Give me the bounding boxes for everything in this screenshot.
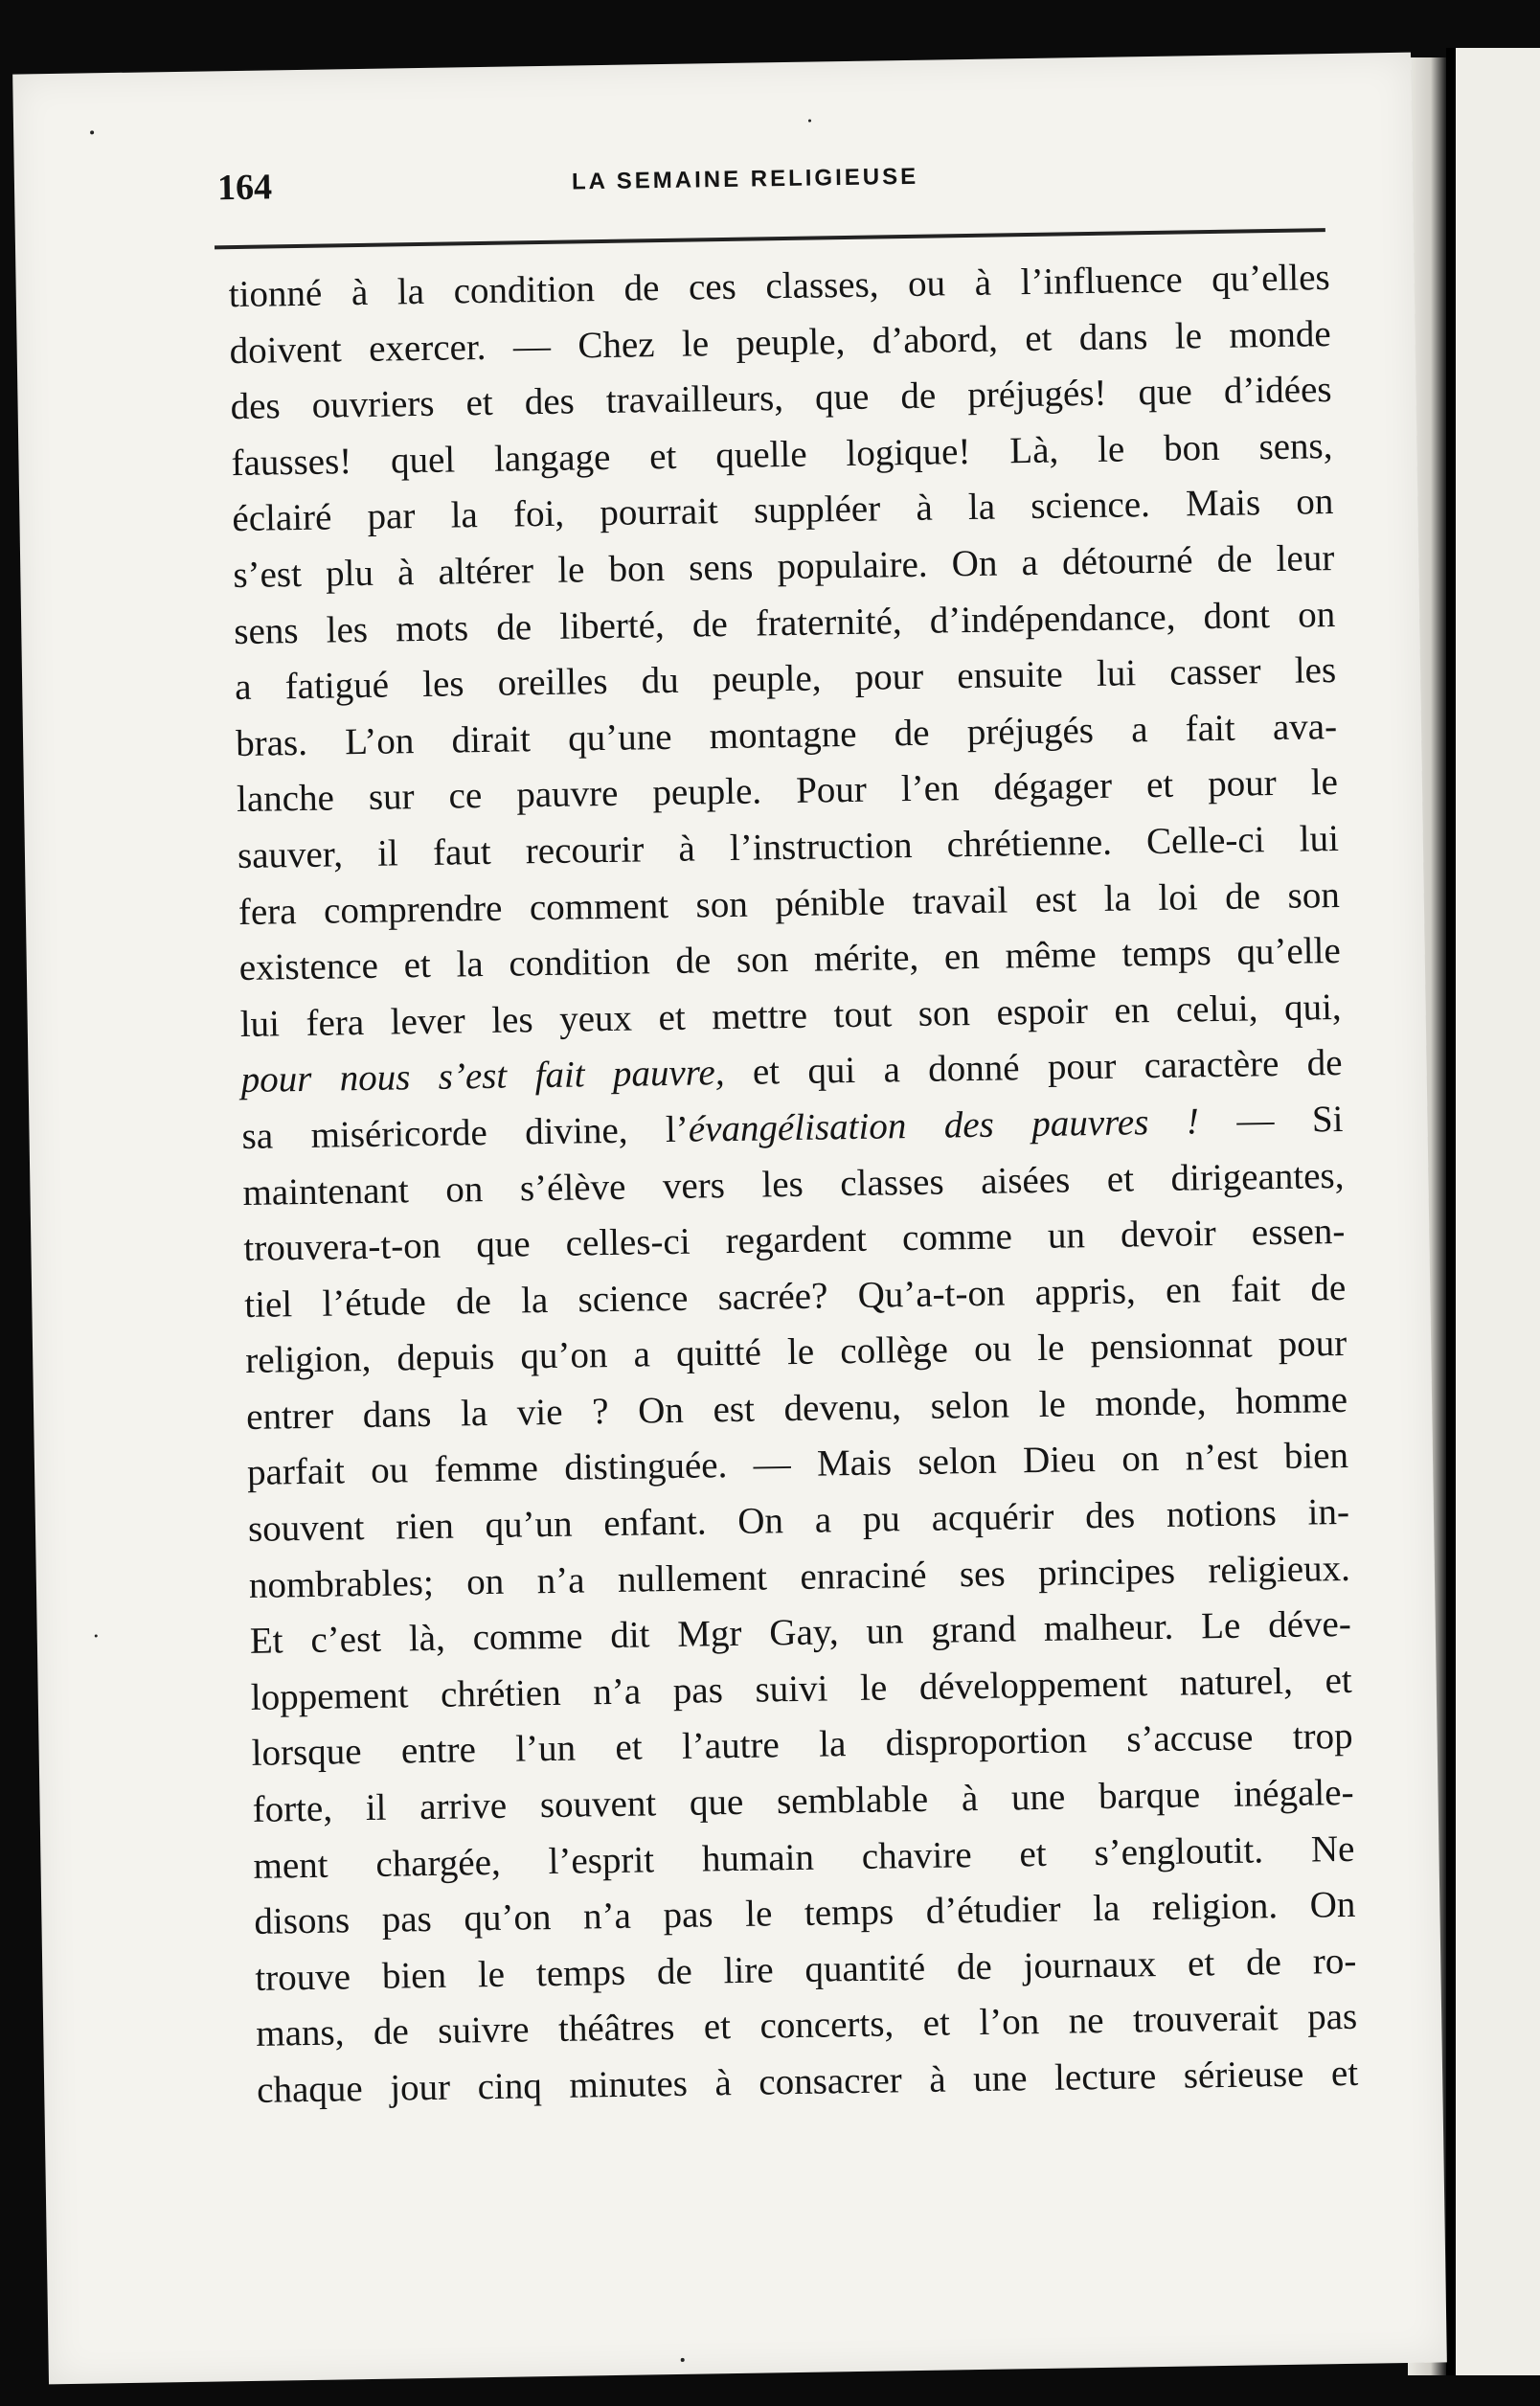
page-number: 164 (216, 167, 273, 209)
text-line: sa miséricorde divine, l’évangélisation des pauvres ! — Si (241, 1098, 1344, 1157)
facing-page-edge (1446, 48, 1540, 2375)
text-line: trouve bien le temps de lire quantité de journaux et de ro- (255, 1940, 1357, 1999)
text-line: entrer dans la vie ? On est devenu, selon le monde, homme (245, 1378, 1348, 1438)
text-line: loppement chrétien n’a pas suivi le développement naturel, et (250, 1659, 1352, 1718)
text-line: des ouvriers et des travailleurs, que de préjugés! que d’idées (230, 369, 1332, 428)
text-line: religion, depuis qu’on a quitté le collège ou le pensionnat pour (244, 1323, 1348, 1382)
text-line: trouvera-t-on que celles-ci regardent comme un devoir essen- (243, 1211, 1346, 1270)
text-line: maintenant on s’élève vers les classes aisées et dirigeantes, (242, 1154, 1345, 1214)
text-line: fausses! quel langage et quelle logique! Là, le bon sens, (231, 424, 1333, 484)
text-line: s’est plu à altérer le bon sens populaire. On a détourné de leur (233, 536, 1335, 597)
text-line: fera comprendre comment son pénible travail est la loi de son (238, 874, 1341, 933)
text-line: bras. L’on dirait qu’une montagne de préjugés a fait ava- (235, 705, 1338, 764)
text-line: sauver, il faut recourir à l’instruction chrétienne. Celle-ci lui (237, 817, 1340, 876)
text-line: disons pas qu’on n’a pas le temps d’étudier la religion. On (254, 1884, 1356, 1943)
text-line: doivent exercer. — Chez le peuple, d’abord, et dans le monde (229, 312, 1331, 372)
scan-speck (808, 120, 811, 123)
text-line: lorsque entre l’un et l’autre la disproportion s’accuse trop (251, 1715, 1353, 1775)
scan-speck (681, 2358, 685, 2362)
text-line: ment chargée, l’esprit humain chavire et s’engloutit. Ne (253, 1827, 1355, 1887)
text-line: éclairé par la foi, pourrait suppléer à la science. Mais on (232, 481, 1334, 540)
text-line: pour nous s’est fait pauvre, et qui a donné pour caractère de (240, 1042, 1343, 1101)
text-line: a fatigué les oreilles du peuple, pour ensuite lui casser les (234, 649, 1337, 709)
text-line: tionné à la condition de ces classes, ou à l’influence qu’elles (228, 257, 1330, 316)
text-line: sens les mots de liberté, de fraternité, d’indépendance, dont on (233, 593, 1336, 652)
running-title: LA SEMAINE RELIGIEUSE (571, 163, 919, 195)
text-line: lanche sur ce pauvre peuple. Pour l’en dégager et pour le (236, 761, 1339, 821)
text-line: tiel l’étude de la science sacrée? Qu’a-t-on appris, en fait de (244, 1266, 1347, 1326)
text-line: nombrables; on n’a nullement enraciné ses principes religieux. (248, 1547, 1351, 1606)
scan-speck (90, 130, 94, 134)
scan-speck (95, 1634, 98, 1637)
page-header (217, 149, 1329, 234)
text-line: mans, de suivre théâtres et concerts, et l’on ne trouverait pas (255, 1996, 1358, 2055)
text-line: lui fera lever les yeux et mettre tout son espoir en celui, qui, (239, 986, 1342, 1045)
text-line: forte, il arrive souvent que semblable à une barque inégale- (252, 1771, 1354, 1830)
body-text (228, 250, 1358, 2119)
text-line: existence et la condition de son mérite, en même temps qu’elle (238, 930, 1342, 989)
book-page (12, 53, 1447, 2385)
text-line: parfait ou femme distinguée. — Mais selon Dieu on n’est bien (246, 1435, 1349, 1494)
text-line: souvent rien qu’un enfant. On a pu acquérir des notions in- (247, 1490, 1350, 1551)
text-line: chaque jour cinq minutes à consacrer à une lecture sérieuse et (256, 2052, 1359, 2111)
text-line: Et c’est là, comme dit Mgr Gay, un grand malheur. Le déve- (249, 1603, 1352, 1663)
